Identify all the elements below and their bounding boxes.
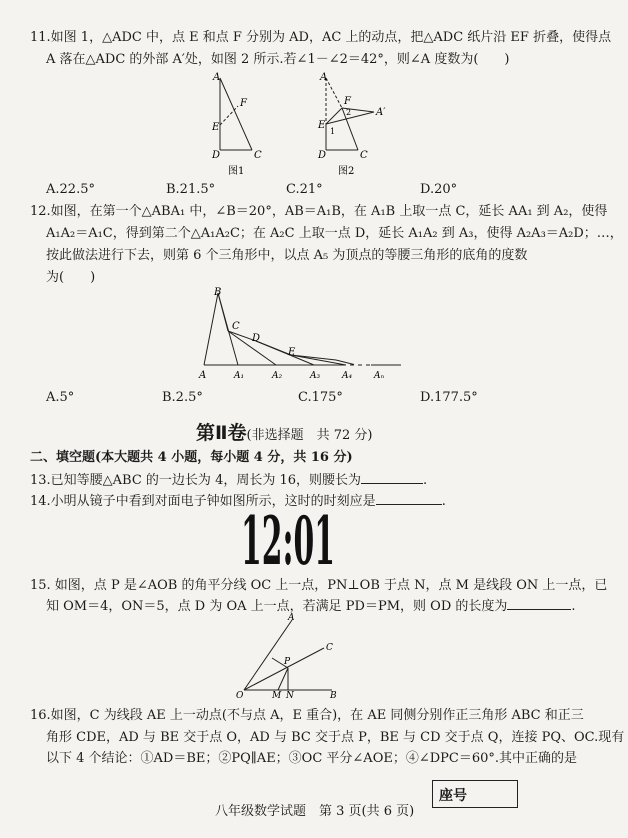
q14-answer-blank[interactable] xyxy=(376,492,442,505)
q16-line2: 角形 CDE，AD 与 BE 交于点 O，AD 与 BC 交于点 P，BE 与 CD 交于点 Q，连接 PQ、OC.现有 xyxy=(46,730,625,745)
q12-line1: 12.如图，在第一个△ABA₁ 中，∠B＝20°，AB＝A₁B，在 A₁B 上取一点 C，延长 AA₁ 到 A₂，使得 xyxy=(30,204,608,219)
seat-number-box[interactable] xyxy=(432,780,518,808)
f12-label-a3: A₃ xyxy=(310,371,321,381)
section-2-header xyxy=(196,418,372,445)
q11-option-c[interactable]: C.21° xyxy=(286,182,323,197)
q12-option-a[interactable]: A.5° xyxy=(46,390,75,405)
q12-figure xyxy=(196,285,416,385)
q14-period: . xyxy=(441,494,446,509)
q11-line1: 11.如图 1，△ADC 中，点 E 和点 F 分别为 AD，AC 上的动点，把△ADC 纸片沿 EF 折叠，使得点 xyxy=(30,30,612,45)
seat-number-label: 座号 xyxy=(439,788,467,804)
f1-label-d: D xyxy=(212,150,221,161)
q13-period: . xyxy=(423,473,428,488)
f12-label-a1: A₁ xyxy=(234,371,245,381)
q11-figure-1 xyxy=(211,72,262,177)
f1-label-c: C xyxy=(254,150,262,161)
f2-label-d: D xyxy=(318,150,327,161)
q11-option-a[interactable]: A.22.5° xyxy=(46,182,95,197)
q11-line2: A 落在△ADC 的外部 A′处，如图 2 所示.若∠1－∠2＝42°，则∠A 度数为( ) xyxy=(46,52,510,67)
q11-option-b[interactable]: B.21.5° xyxy=(166,182,216,197)
q15-figure xyxy=(232,612,348,700)
q12-option-c[interactable]: C.175° xyxy=(298,390,343,405)
section-2-subtitle: (非选择题 共 72 分) xyxy=(246,428,373,443)
q12-line2: A₁A₂＝A₁C，得到第二个△A₁A₂C；在 A₂C 上取一点 D，延长 A₁A₂ 到 A₃，使得 A₂A₃＝A₂D；…， xyxy=(46,226,623,241)
section-2-title: 第Ⅱ卷 xyxy=(196,422,247,444)
f1-label-e: E xyxy=(212,122,220,133)
f2-label-a: A xyxy=(320,72,328,83)
f15-label-c: C xyxy=(326,643,333,653)
f12-label-a: A xyxy=(199,370,207,381)
fig2-caption: 图2 xyxy=(338,166,355,177)
q14-text xyxy=(30,492,446,511)
f2-label-f: F xyxy=(344,96,351,107)
q15-line1: 15. 如图，点 P 是∠AOB 的角平分线 OC 上一点，PN⊥OB 于点 N，点 M 是线段 ON 上一点，已 xyxy=(30,578,608,593)
q13-answer-blank[interactable] xyxy=(361,471,423,484)
q15-answer-blank[interactable] xyxy=(507,597,571,610)
f15-label-o: O xyxy=(236,691,244,700)
f2-label-2: 2 xyxy=(346,108,352,117)
f12-label-d: D xyxy=(252,333,261,344)
q11-option-d[interactable]: D.20° xyxy=(420,182,458,197)
part-2-heading: 二、填空题(本大题共 4 小题，每小题 4 分，共 16 分) xyxy=(30,450,353,465)
page-footer: 八年级数学试题 第 3 页(共 6 页) xyxy=(215,804,415,819)
q15-stem: 知 OM＝4，ON＝5，点 D 为 OA 上一点，若满足 PD＝PM，则 OD 的长度为 xyxy=(46,599,508,614)
f12-label-a2: A₂ xyxy=(272,371,283,381)
f15-label-m: M xyxy=(272,691,282,700)
q11-figure-2 xyxy=(317,72,386,177)
q12-option-b[interactable]: B.2.5° xyxy=(162,390,203,405)
q12-option-d[interactable]: D.177.5° xyxy=(420,390,478,405)
q12-line4: 为( ) xyxy=(46,270,96,285)
q13-text xyxy=(30,471,427,490)
q16-line1: 16.如图，C 为线段 AE 上一动点(不与点 A，E 重合)，在 AE 同侧分别作正三角形 ABC 和正三 xyxy=(30,708,584,723)
q15-period: . xyxy=(571,599,576,614)
f2-label-1: 1 xyxy=(330,127,336,136)
q12-line3: 按此做法进行下去，则第 6 个三角形中，以点 A₅ 为顶点的等腰三角形的底角的度数 xyxy=(46,248,528,263)
f2-label-ap: A′ xyxy=(376,107,386,118)
f12-label-an: Aₙ xyxy=(374,371,385,381)
q11-figures xyxy=(190,68,400,180)
fig1-caption: 图1 xyxy=(228,166,245,177)
clock-digits: 12:01 xyxy=(241,510,335,566)
f12-label-c: C xyxy=(232,321,240,332)
f15-label-b: B xyxy=(330,691,337,700)
f1-label-f: F xyxy=(240,98,247,109)
f1-label-a: A xyxy=(213,72,221,83)
f15-label-a: A xyxy=(288,613,295,623)
f12-label-b: B xyxy=(214,287,222,298)
f15-label-p: P xyxy=(284,657,291,667)
f2-label-e: E xyxy=(318,120,326,131)
f12-label-e: E xyxy=(288,347,296,358)
q16-line3: 以下 4 个结论：①AD＝BE；②PQ∥AE；③OC 平分∠AOE；④∠DPC＝60°.其中正确的是 xyxy=(46,751,578,766)
mirror-clock-display xyxy=(241,510,337,566)
f15-label-n: N xyxy=(286,691,294,700)
f12-label-a4: A₄ xyxy=(342,371,353,381)
q14-stem: 14.小明从镜子中看到对面电子钟如图所示，这时的时刻应是 xyxy=(30,494,376,509)
q13-stem: 13.已知等腰△ABC 的一边长为 4，周长为 16，则腰长为 xyxy=(30,473,362,488)
f2-label-c: C xyxy=(360,150,368,161)
